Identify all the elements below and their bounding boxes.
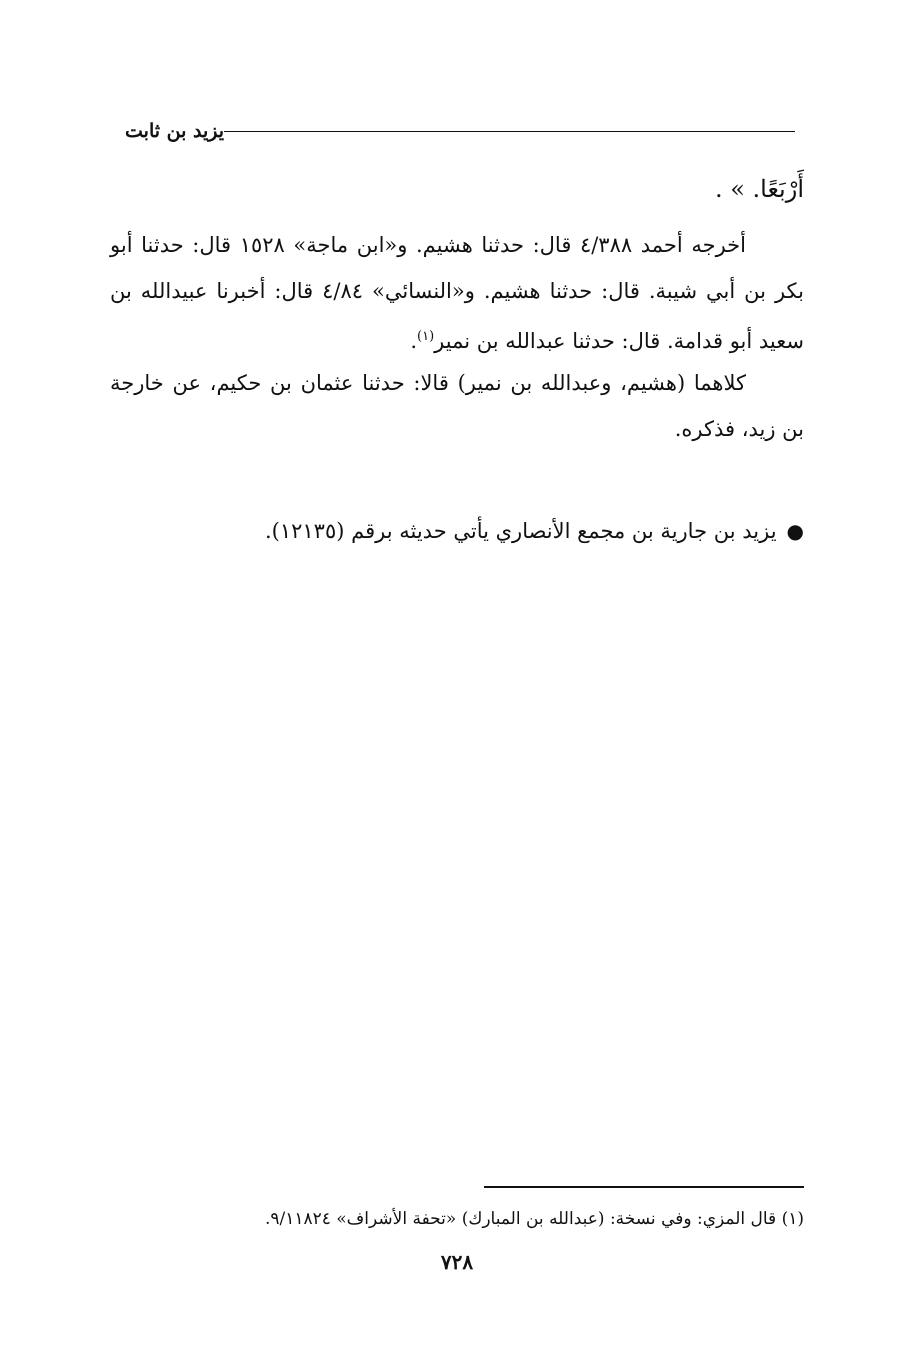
footnote-reference: (١) bbox=[417, 329, 435, 344]
cross-reference-text: يزيد بن جارية بن مجمع الأنصاري يأتي حديثه برقم (١٢١٣٥). bbox=[264, 519, 777, 543]
takhrij-paragraph bbox=[110, 222, 804, 364]
header-rule bbox=[224, 131, 795, 132]
isnad-paragraph: كلاهما (هشيم، وعبدالله بن نمير) قالا: حدثنا عثمان بن حكيم، عن خارجة بن زيد، فذكره. bbox=[110, 371, 804, 441]
page-number: ٧٢٨ bbox=[440, 1250, 474, 1274]
footnote: (١) قال المزي: وفي نسخة: (عبدالله بن المبارك) «تحفة الأشراف» ٩/١١٨٢٤. bbox=[264, 1209, 804, 1229]
footnote-separator bbox=[484, 1186, 804, 1188]
paragraph-end-mark: . bbox=[410, 329, 417, 353]
header-title: يزيد بن ثابت bbox=[125, 120, 225, 142]
cross-reference-entry bbox=[110, 508, 804, 554]
continuation-text: أَرْبَعًا. » . bbox=[714, 175, 804, 203]
takhrij-text: أخرجه أحمد ٤/٣٨٨ قال: حدثنا هشيم. و«ابن ماجة» ١٥٢٨ قال: حدثنا أبو بكر بن أبي شيبة. قال: حدثنا هشيم. و«النسائي» ٤/٨٤ قال: أخبرنا عبيدالله بن سعيد أبو قدامة. قال: حدثنا عبدالله بن نمير bbox=[110, 233, 804, 353]
bullet-icon: ● bbox=[786, 519, 804, 543]
running-header bbox=[117, 116, 803, 146]
